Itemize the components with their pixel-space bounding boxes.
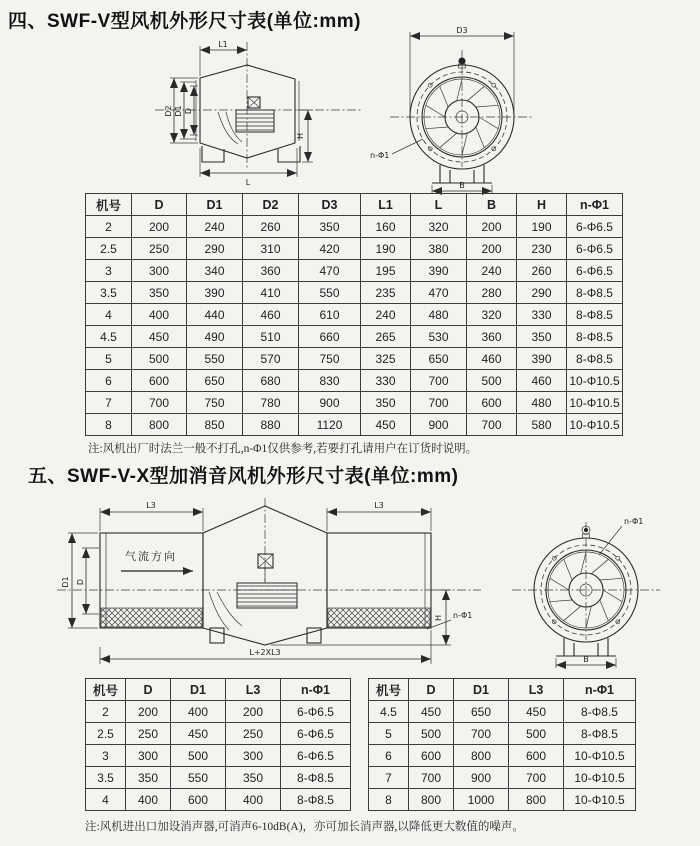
column-header: 机号 [86,679,126,701]
column-header: L [411,194,467,216]
table-cell: 260 [517,260,567,282]
table-cell: 450 [509,701,564,723]
section4-note: 注:风机出厂时法兰一般不打孔,n-Φ1仅供参考,若要打孔请用户在订货时说明。 [88,443,478,455]
dim-label-n-phi1: n-Φ1 [453,611,473,620]
column-header: L1 [361,194,411,216]
table-cell: 8-Φ8.5 [564,701,636,723]
table-row [369,723,636,745]
table-cell: 200 [126,701,171,723]
dim-label-b: B [459,181,465,190]
table-cell: 195 [361,260,411,282]
table-cell: 5 [369,723,409,745]
table-cell: 340 [187,260,243,282]
table-row [86,260,623,282]
table-cell: 610 [299,304,361,326]
table-row [86,348,623,370]
table-cell: 500 [467,370,517,392]
table-cell: 550 [171,767,226,789]
fan-side-view-drawing [140,36,370,194]
table-cell: 10-Φ10.5 [564,767,636,789]
table-cell: 250 [126,723,171,745]
table-cell: 6 [86,370,132,392]
column-header: L3 [226,679,281,701]
dim-label-d1: D1 [174,105,183,117]
column-header: D [126,679,171,701]
table-cell: 650 [454,701,509,723]
dim-label-d2: D2 [164,105,173,117]
table-cell: 680 [243,370,299,392]
table-cell: 6-Φ6.5 [567,216,623,238]
table-cell: 880 [243,414,299,436]
table-row [86,392,623,414]
table-row [86,789,351,811]
table-row [369,789,636,811]
table-cell: 450 [361,414,411,436]
fan-front-view-drawing [362,22,562,198]
table-cell: 230 [517,238,567,260]
table-row [369,767,636,789]
dim-label-l3-right: L3 [374,501,384,510]
table-row [86,745,351,767]
table-row [86,282,623,304]
dim-label-n-phi1: n-Φ1 [624,517,644,526]
table-cell: 510 [243,326,299,348]
table-row [86,304,623,326]
table-cell: 350 [226,767,281,789]
dim-label-l: L [245,178,251,187]
column-header: D1 [187,194,243,216]
column-header: L3 [509,679,564,701]
column-header: D1 [454,679,509,701]
table-cell: 480 [411,304,467,326]
table-cell: 6-Φ6.5 [281,701,351,723]
table-cell: 700 [411,370,467,392]
column-header: D2 [243,194,299,216]
table-cell: 10-Φ10.5 [564,745,636,767]
table-cell: 450 [409,701,454,723]
table-cell: 450 [132,326,187,348]
eyebolt [459,58,466,65]
table-row [86,723,351,745]
table-cell: 260 [243,216,299,238]
table-cell: 300 [126,745,171,767]
table-cell: 300 [132,260,187,282]
table-cell: 3.5 [86,767,126,789]
table-cell: 490 [187,326,243,348]
table-row [86,767,351,789]
table-row [86,414,623,436]
table-cell: 3 [86,260,132,282]
table-cell: 600 [171,789,226,811]
table-cell: 200 [467,238,517,260]
column-header: n-Φ1 [281,679,351,701]
table-cell: 7 [369,767,409,789]
table-cell: 800 [454,745,509,767]
table-cell: 240 [187,216,243,238]
table-cell: 900 [299,392,361,414]
section5-title: 五、SWF-V-X型加消音风机外形尺寸表(单位:mm) [28,466,459,487]
column-header: D1 [171,679,226,701]
table-cell: 290 [187,238,243,260]
table-cell: 550 [187,348,243,370]
table-cell: 5 [86,348,132,370]
table-cell: 700 [411,392,467,414]
table-cell: 160 [361,216,411,238]
table-cell: 310 [243,238,299,260]
table-cell: 750 [299,348,361,370]
table-cell: 2.5 [86,238,132,260]
table-cell: 250 [132,238,187,260]
column-header: H [517,194,567,216]
table-cell: 600 [132,370,187,392]
swf-v-dimension-table [85,193,623,436]
table-cell: 750 [187,392,243,414]
table-cell: 390 [411,260,467,282]
column-header: 机号 [369,679,409,701]
mounting-foot-left [202,146,224,162]
table-cell: 4.5 [86,326,132,348]
table-cell: 480 [517,392,567,414]
column-header: n-Φ1 [564,679,636,701]
table-cell: 8 [86,414,132,436]
table-cell: 240 [467,260,517,282]
table-cell: 3.5 [86,282,132,304]
table-cell: 350 [517,326,567,348]
column-header: n-Φ1 [567,194,623,216]
table-row [86,326,623,348]
table-row [86,370,623,392]
table-cell: 600 [509,745,564,767]
table-cell: 360 [243,260,299,282]
table-cell: 320 [411,216,467,238]
table-cell: 6-Φ6.5 [281,723,351,745]
dim-label-l1: L1 [218,40,228,49]
table-cell: 390 [187,282,243,304]
dim-label-d: D [76,578,85,586]
table-cell: 460 [467,348,517,370]
column-header: 机号 [86,194,132,216]
table-cell: 900 [411,414,467,436]
table-cell: 6-Φ6.5 [281,745,351,767]
table-cell: 500 [509,723,564,745]
table-cell: 190 [517,216,567,238]
table-cell: 8-Φ8.5 [567,348,623,370]
table-cell: 200 [132,216,187,238]
table-cell: 380 [411,238,467,260]
header-row [369,679,636,701]
table-cell: 400 [126,789,171,811]
table-cell: 470 [299,260,361,282]
table-cell: 200 [467,216,517,238]
table-cell: 360 [467,326,517,348]
table-cell: 325 [361,348,411,370]
table-cell: 8 [369,789,409,811]
table-row [369,701,636,723]
table-cell: 280 [467,282,517,304]
table-cell: 6-Φ6.5 [567,238,623,260]
table-cell: 410 [243,282,299,304]
table-cell: 580 [517,414,567,436]
table-cell: 2 [86,701,126,723]
table-cell: 190 [361,238,411,260]
table-row [369,745,636,767]
table-cell: 10-Φ10.5 [564,789,636,811]
table-cell: 800 [509,789,564,811]
column-header: D [409,679,454,701]
table-cell: 470 [411,282,467,304]
table-cell: 530 [411,326,467,348]
table-cell: 330 [361,370,411,392]
table-cell: 500 [171,745,226,767]
table-cell: 460 [517,370,567,392]
table-cell: 3 [86,745,126,767]
motor-block [236,110,274,132]
column-header: D [132,194,187,216]
table-cell: 900 [454,767,509,789]
dim-label-l3-left: L3 [146,501,156,510]
table-cell: 6-Φ6.5 [567,260,623,282]
table-cell: 450 [171,723,226,745]
table-cell: 830 [299,370,361,392]
dim-label-h: H [296,132,305,140]
silencer-lining-right [328,608,430,627]
table-cell: 400 [171,701,226,723]
table-cell: 6 [369,745,409,767]
header-row [86,194,623,216]
airflow-direction-label: 气流方向 [125,550,177,563]
table-cell: 390 [517,348,567,370]
table-cell: 8-Φ8.5 [564,723,636,745]
table-cell: 265 [361,326,411,348]
dim-label-h: H [434,614,443,622]
table-cell: 660 [299,326,361,348]
table-cell: 2 [86,216,132,238]
table-cell: 300 [226,745,281,767]
table-cell: 500 [132,348,187,370]
table-cell: 700 [509,767,564,789]
column-header: B [467,194,517,216]
section4-title: 四、SWF-V型风机外形尺寸表(单位:mm) [8,11,361,32]
column-header: D3 [299,194,361,216]
silenced-fan-side-view-drawing [55,496,485,674]
table-cell: 700 [132,392,187,414]
dim-label-b: B [583,655,589,664]
table-cell: 8-Φ8.5 [281,789,351,811]
table-row [86,238,623,260]
table-cell: 8-Φ8.5 [567,282,623,304]
table-cell: 8-Φ8.5 [567,304,623,326]
section5-note: 注:风机进出口加设消声器,可消声6-10dB(A)，亦可加长消声器,以降低更大数值的噪声。 [85,821,524,833]
table-cell: 250 [226,723,281,745]
table-cell: 10-Φ10.5 [567,392,623,414]
table-cell: 400 [226,789,281,811]
dim-label-d1: D1 [61,576,70,588]
table-cell: 700 [454,723,509,745]
table-cell: 235 [361,282,411,304]
table-cell: 4 [86,789,126,811]
table-cell: 240 [361,304,411,326]
table-cell: 460 [243,304,299,326]
table-cell: 400 [132,304,187,326]
table-cell: 600 [467,392,517,414]
silenced-fan-front-view-drawing [486,498,686,674]
table-cell: 350 [132,282,187,304]
table-cell: 350 [361,392,411,414]
table-cell: 8-Φ8.5 [567,326,623,348]
table-cell: 320 [467,304,517,326]
table-cell: 650 [411,348,467,370]
table-cell: 10-Φ10.5 [567,370,623,392]
table-cell: 700 [467,414,517,436]
table-row [86,701,351,723]
table-cell: 700 [409,767,454,789]
table-row [86,216,623,238]
table-cell: 350 [299,216,361,238]
table-cell: 8-Φ8.5 [281,767,351,789]
dim-label-n-phi1: n-Φ1 [370,151,390,160]
dim-label-d3: D3 [456,26,468,35]
table-cell: 330 [517,304,567,326]
table-cell: 200 [226,701,281,723]
table-cell: 600 [409,745,454,767]
silencer-lining-left [101,608,202,627]
table-cell: 780 [243,392,299,414]
swf-v-x-dimension-table-left [85,678,351,811]
table-cell: 2.5 [86,723,126,745]
table-cell: 1000 [454,789,509,811]
table-cell: 350 [126,767,171,789]
table-cell: 7 [86,392,132,414]
header-row [86,679,351,701]
motor-block [237,583,297,608]
table-cell: 10-Φ10.5 [567,414,623,436]
table-cell: 420 [299,238,361,260]
table-cell: 550 [299,282,361,304]
table-cell: 4 [86,304,132,326]
dim-label-d: D [184,107,193,115]
table-cell: 500 [409,723,454,745]
table-cell: 1120 [299,414,361,436]
mounting-feet [564,638,608,656]
table-cell: 570 [243,348,299,370]
table-cell: 800 [409,789,454,811]
table-cell: 800 [132,414,187,436]
table-cell: 440 [187,304,243,326]
table-cell: 4.5 [369,701,409,723]
swf-v-x-dimension-table-right [368,678,636,811]
table-cell: 650 [187,370,243,392]
table-cell: 850 [187,414,243,436]
dim-label-total-length: L+2XL3 [249,648,281,657]
table-cell: 290 [517,282,567,304]
